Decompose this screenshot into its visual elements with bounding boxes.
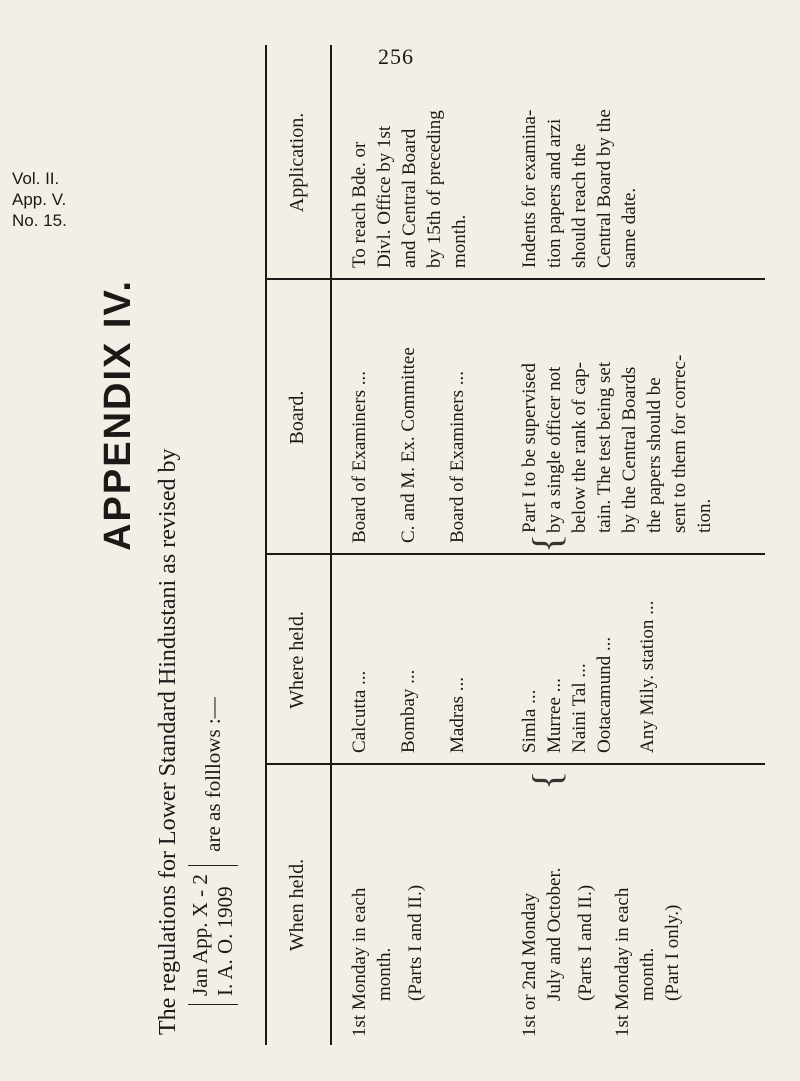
cell-line: C. and M. Ex. Committee bbox=[398, 347, 419, 543]
cell-line: 1st Monday in each bbox=[349, 887, 370, 1037]
notice-line bbox=[188, 697, 238, 1035]
cell-line: Board of Examiners ... bbox=[447, 370, 468, 543]
cell-line: by the Central Boards bbox=[619, 366, 640, 533]
cell-line: month. bbox=[374, 947, 395, 1001]
rotated-content bbox=[95, 45, 765, 1045]
volume-label: Vol. II. bbox=[12, 169, 60, 188]
notice-ref: Jan App. X - 2 bbox=[188, 874, 212, 996]
header-rule bbox=[330, 45, 332, 1045]
row2-board bbox=[517, 355, 717, 533]
cell-line: Part I to be supervised bbox=[519, 363, 540, 533]
cell-line: below the rank of cap- bbox=[569, 362, 590, 533]
notice-tail: are as folllows :— bbox=[201, 697, 225, 852]
number-label: No. 15. bbox=[12, 211, 67, 230]
header-where-held: Where held. bbox=[286, 611, 308, 709]
cell-line: month. bbox=[449, 214, 470, 268]
row2-where bbox=[517, 601, 660, 753]
cell-line: tion papers and arzi bbox=[544, 118, 565, 268]
header-when-held: When held. bbox=[286, 858, 308, 952]
cell-line: 1st or 2nd Monday bbox=[519, 892, 540, 1037]
row1-board bbox=[347, 347, 470, 543]
cell-line: tain. The test being set bbox=[594, 361, 615, 533]
cell-line: Central Board by the bbox=[594, 109, 615, 268]
cell-line: Simla ... bbox=[519, 689, 540, 753]
cell-line: Madras ... bbox=[447, 677, 468, 753]
cell-line: by 15th of preceding bbox=[424, 110, 445, 268]
header-board: Board. bbox=[286, 390, 308, 445]
cell-line: Murree ... bbox=[544, 678, 565, 753]
cell-line: tion. bbox=[694, 498, 715, 533]
cell-line: same date. bbox=[619, 187, 640, 268]
appendix-title: APPENDIX IV. bbox=[97, 279, 139, 551]
cell-line: month. bbox=[637, 947, 658, 1001]
cell-line: To reach Bde. or bbox=[349, 141, 370, 268]
cell-line: (Parts I and II.) bbox=[575, 884, 596, 1001]
regulations-table bbox=[265, 45, 765, 1045]
row2-when bbox=[517, 867, 685, 1037]
cell-line: Board of Examiners ... bbox=[349, 370, 370, 543]
cell-line: Ootacamund ... bbox=[594, 636, 615, 753]
cell-line: sent to them for correc- bbox=[669, 354, 690, 533]
volume-reference bbox=[12, 168, 67, 231]
column-rule bbox=[265, 763, 765, 765]
grouping-brace: { bbox=[524, 533, 569, 553]
cell-line: July and October. bbox=[544, 867, 565, 1001]
cell-line: Divl. Office by 1st bbox=[374, 125, 395, 268]
cell-line: (Part I only.) bbox=[662, 904, 683, 1001]
notice-refs bbox=[188, 865, 238, 1005]
row1-where bbox=[347, 670, 470, 753]
cell-line: (Parts I and II.) bbox=[405, 884, 426, 1001]
intro-text: The regulations for Lower Standard Hindustani as revised by bbox=[155, 448, 181, 1035]
row2-application bbox=[517, 109, 642, 268]
cell-line: Calcutta ... bbox=[349, 670, 370, 753]
page-number: 256 bbox=[378, 44, 414, 69]
notice-ref: I. A. O. 1909 bbox=[213, 886, 237, 996]
appendix-label: App. V. bbox=[12, 190, 67, 209]
grouping-brace: { bbox=[524, 770, 569, 790]
cell-line: and Central Board bbox=[399, 128, 420, 268]
row1-application bbox=[347, 110, 472, 268]
cell-line: should reach the bbox=[569, 143, 590, 268]
cell-line: Indents for examina- bbox=[519, 109, 540, 268]
cell-line: by a single officer not bbox=[544, 366, 565, 533]
cell-line: Naini Tal ... bbox=[569, 663, 590, 753]
cell-line: Any Mily. station ... bbox=[637, 600, 658, 753]
cell-line: 1st Monday in each bbox=[612, 887, 633, 1037]
column-rule bbox=[265, 278, 765, 280]
column-rule bbox=[265, 553, 765, 555]
cell-line: Bombay ... bbox=[398, 669, 419, 753]
cell-line: the papers should be bbox=[644, 377, 665, 533]
header-application: Application. bbox=[286, 112, 308, 213]
row1-when bbox=[347, 885, 428, 1037]
